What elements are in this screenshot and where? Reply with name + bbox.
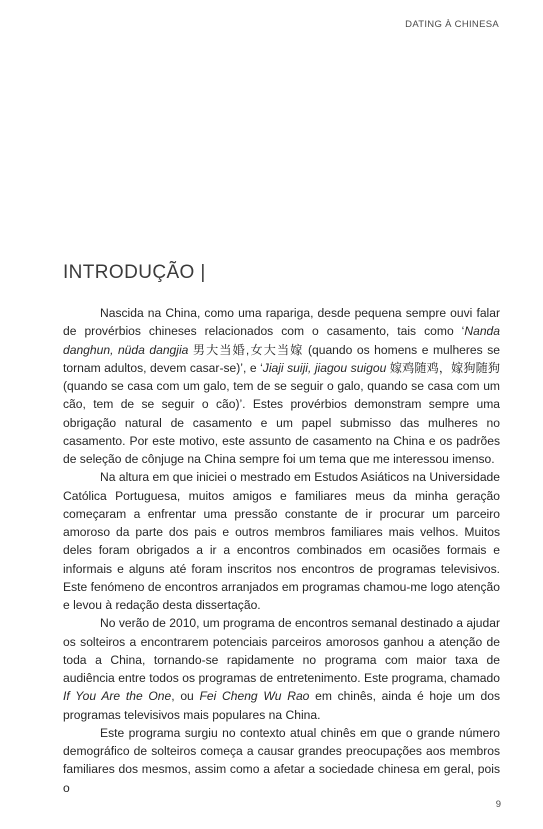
- text-run: 嫁鸡随鸡，嫁狗随狗 (quando se casa com um galo, tem de se seguir o galo, quando se casa com um cão, tem de se seguir o cão)’. Estes provérbios demonstram sempre uma obrigação natural de casamento e um papel submisso das mulheres no casamento. Por este motivo, este assunto de casamento na China e os padrões de seleção de cônjuge na China sempre foi um tema que me interessou imenso.: [63, 360, 500, 466]
- text-run: Este programa surgiu no contexto atual chinês em que o grande número demográfico de solteiros começa a causar grandes preocupações aos membros familiares dos mesmos, assim como a afetar a sociedade chinesa em geral, pois o: [63, 725, 500, 795]
- paragraph: [63, 468, 500, 614]
- text-run: Na altura em que iniciei o mestrado em Estudos Asiáticos na Universidade Católica Portuguesa, muitos amigos e familiares meus da minha geração começaram a enfrentar uma pressão constante de ir procurar um parceiro amoroso da parte dos pais e outros membros familiares mais velhos. Muitos deles foram obrigados a ir a encontros combinados em ocasiões formais e informais e alguns até foram inscritos nos encontros de programas televisivos. Este fenómeno de encontros arranjados em programas chamou-me logo atenção e levou à redação desta dissertação.: [63, 470, 500, 612]
- text-run: No verão de 2010, um programa de encontros semanal destinado a ajudar os solteiros a encontrarem potenciais parceiros amorosos ganhou a atenção de toda a China, tornando-se rapidamente no programa com maior taxa de audiência entre todos os programas de entretenimento. Este programa, chamado: [63, 616, 501, 685]
- italic-term: Fei Cheng Wu Rao: [199, 689, 310, 704]
- section-title: INTRODUÇÃO |: [63, 262, 206, 283]
- text-run: Nascida na China, como uma rapariga, desde pequena sempre ouvi falar de provérbios chineses relacionados com o casamento, tais como ‘: [63, 306, 500, 339]
- text-run: em chinês, ainda é hoje um dos programas televisivos mais populares na China.: [63, 689, 500, 722]
- paragraph: [63, 614, 500, 724]
- body-text: [63, 304, 500, 797]
- italic-term: If You Are the One: [63, 689, 172, 704]
- text-run: 男大当婚,女大当嫁 (quando os homens e mulheres se tornam adultos, devem casar-se)’, e ‘: [63, 342, 500, 375]
- italic-term: Jiaji suiji, jiagou suigou: [262, 360, 387, 375]
- text-run: , ou: [171, 689, 200, 704]
- paragraph: [63, 304, 500, 468]
- page-number: 9: [495, 799, 501, 810]
- italic-term: Nanda danghun, nüda dangjia: [63, 324, 500, 357]
- running-header: DATING À CHINESA: [405, 19, 499, 30]
- paragraph: [63, 724, 500, 797]
